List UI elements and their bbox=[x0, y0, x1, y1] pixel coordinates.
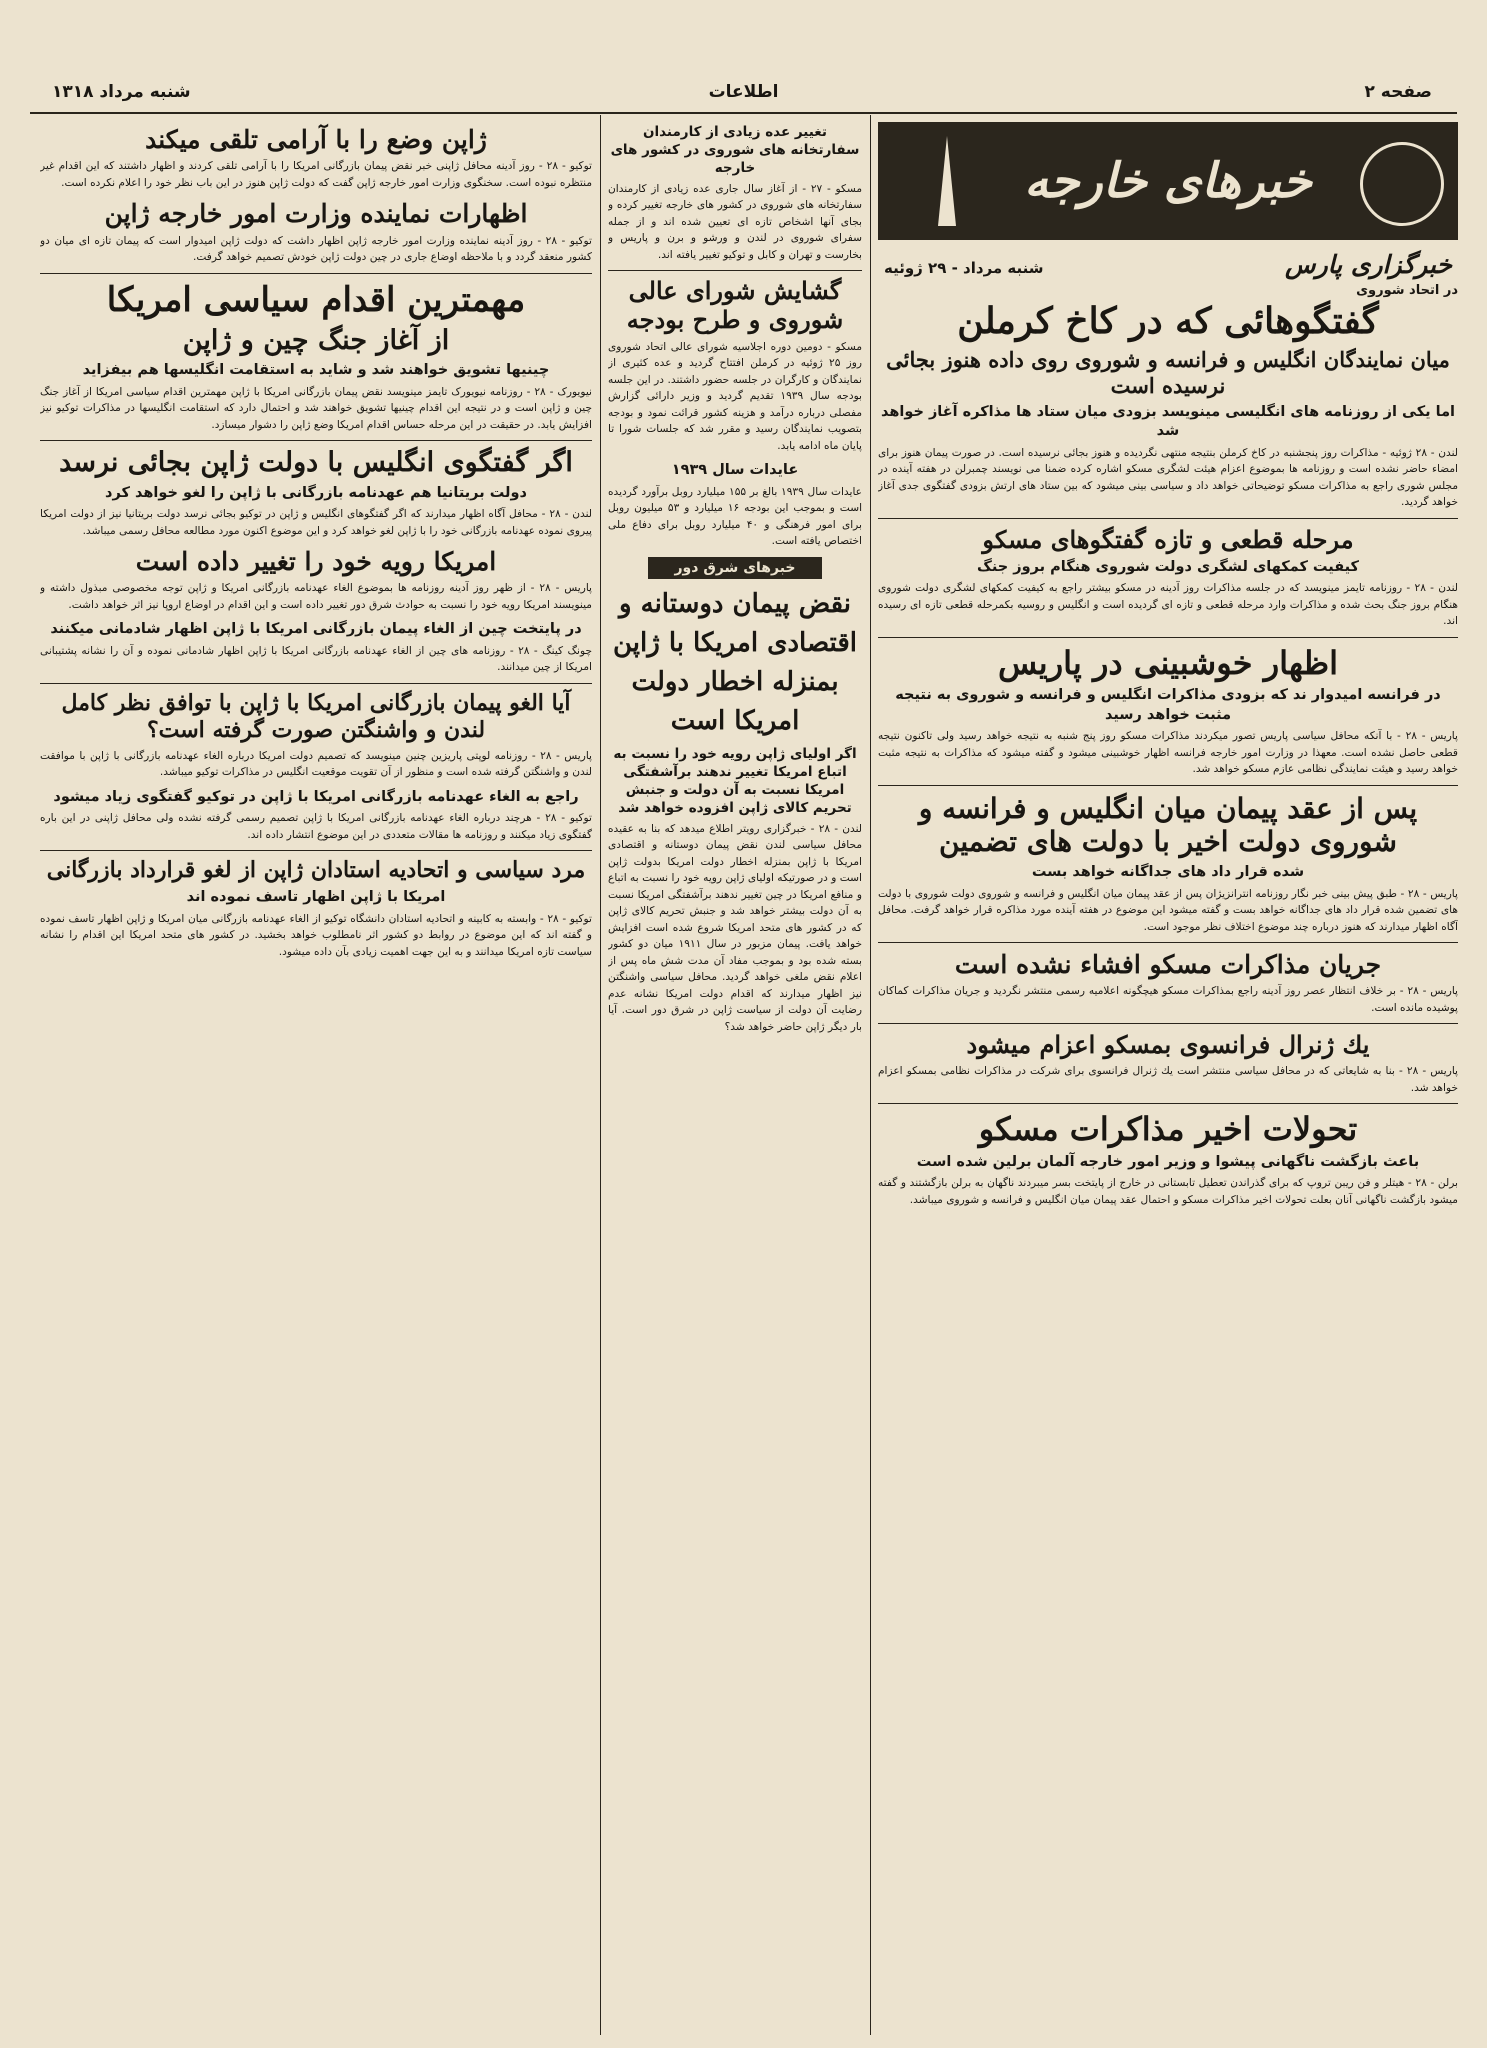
middle-column bbox=[608, 122, 862, 2027]
article-title: یك ژنرال فرانسوی بمسکو اعزام میشود bbox=[966, 1030, 1370, 1060]
article-title: مرد سیاسی و اتحادیه استادان ژاپن از لغو قرارداد بازرگانی bbox=[46, 857, 586, 884]
article-body: مسکو - دومین دوره اجلاسیه شورای عالی اتحاد شوروی روز ۲۵ ژوئیه در کرملن افتتاح گردید و عده کثیری از نمایندگان و کارگران در جلسه حضور داشتند. در این جلسه بودجه سال ۱۹۳۹ تقدیم گردید و وزیر دارائی گزارش مفصلی درباره درآمد و هزینه کشور قرائت نمود و بودجه بتصویب نمایندگان رسید و مقرر شد که جلسات شورا تا پایان ماه ادامه یابد. bbox=[608, 340, 862, 452]
article-body: عایدات سال ۱۹۳۹ بالغ بر ۱۵۵ میلیارد روبل برآورد گردیده است و بموجب این بودجه ۱۶ میلیارد و ۵۳ میلیون روبل برای امور فرهنگی و ۴۰ میلیارد روبل برای دفاع ملی اختصاص یافته است. bbox=[608, 485, 862, 548]
article-body: پاریس - ۲۸ - از ظهر روز آدینه روزنامه ها بموضوع الغاء عهدنامه بازرگانی امریکا و ژاپن توجه مخصوصی مبذول داشته و مینویسند امریکا رویه خود را نسبت به حوادث شرق دور تغییر داده است و این اقدام در اوضاع اروپا نیز اثر خواهد داشت. bbox=[40, 582, 592, 611]
article-supreme-soviet bbox=[608, 277, 862, 454]
article-separator bbox=[878, 518, 1458, 519]
foreign-news-column bbox=[878, 122, 1458, 2027]
article-separator bbox=[608, 270, 862, 271]
page-number: صفحه ۲ bbox=[1364, 82, 1432, 102]
article-title: در پایتخت چین از الغاء پیمان بازرگانی امریکا با ژاپن اظهار شادمانی میکنند bbox=[50, 621, 582, 638]
article-title: اگر گفتگوی انگلیس با دولت ژاپن بجائی نرسد bbox=[59, 447, 573, 479]
article-subtitle: از آغاز جنگ چین و ژاپن bbox=[182, 325, 450, 357]
agency-dateline: شنبه مرداد - ۲۹ ژوئیه bbox=[884, 259, 1044, 277]
article-japan-calm bbox=[40, 124, 592, 191]
article-separator bbox=[40, 273, 592, 274]
article-separator bbox=[878, 1103, 1458, 1104]
article-us-policy bbox=[40, 280, 592, 434]
article-title: تغییر عده زیادی از کارمندان سفارتخانه های شوروی در کشور های خارجه bbox=[610, 124, 860, 177]
article-separator bbox=[40, 440, 592, 441]
article-title: مهمترین اقدام سیاسی امریکا bbox=[106, 279, 526, 320]
article-body: پاریس - ۲۸ - بر خلاف انتظار عصر روز آدینه راجع بمذاکرات مسکو هیچگونه اعلامیه رسمی منتشر نگردید و جریان مذاکرات کماکان پوشیده مانده است. bbox=[878, 985, 1458, 1014]
article-deck: دولت بریتانیا هم عهدنامه بازرگانی با ژاپن را لغو خواهد کرد bbox=[105, 484, 527, 501]
article-title: نقض پیمان دوستانه و اقتصادی امریکا با ژاپن بمنزله اخطار دولت امریکا است bbox=[612, 588, 858, 736]
article-deck: شده قرار داد های جداگانه خواهد بست bbox=[1031, 864, 1305, 881]
radio-tower-icon bbox=[938, 136, 956, 226]
agency-logo: خبرگزاری پارس bbox=[1285, 250, 1452, 279]
article-separator bbox=[40, 850, 592, 851]
article-body: پاریس - ۲۸ - روزنامه لوپتی پاریزین چنین مینویسد که تصمیم دولت امریکا درباره الغاء عهدنامه بازرگانی با ژاپن با موافقت لندن و واشنگتن گرفته شده است و منظور از آن تقویت موقعیت انگلیس در مذاکرات توکیو میباشد. bbox=[40, 749, 592, 779]
article-separator bbox=[40, 683, 592, 684]
article-title: آیا الغو پیمان بازرگانی امریکا با ژاپن با توافق نظر کامل لندن و واشنگتن صورت گرفته است؟ bbox=[61, 689, 571, 744]
article-china-rejoices bbox=[40, 620, 592, 676]
article-body: توکیو - ۲۸ - وابسته به کابینه و اتحادیه استادان دانشگاه توکیو از الغاء عهدنامه بازرگانی میان امریکا و ژاپن اظهار تاسف نموده و گفته اند که این موضوع در روابط دو کشور اثر نامطلوب خواهد بخشید. در کشور های متحد امریکا این اقدام را نشانه سیاست تازه امریکا میدانند و به این جهت اهمیت زیادی بآن داده میشود. bbox=[40, 912, 592, 958]
article-body: برلن - ۲۸ - هیتلر و فن ریبن تروپ که برای گذراندن تعطیل تابستانی در خارج از پایتخت بسر میبردند ناگهان به برلن بازگشتند و گفته میشود بازگشت ناگهانی آنان بعلت تحولات اخیر مذاکرات مسکو و احتمال عقد پیمان میان انگلیس و فرانسه و شوروی میباشد. bbox=[878, 1177, 1458, 1206]
article-body: لندن - ۲۸ - روزنامه تایمز مینویسد که در جلسه مذاکرات روز آدینه در مسکو بیشتر راجع به کیفیت کمکهای لشگری دولت شوروی هنگام بروز جنگ بحث شده و مذاکرات وارد مرحله قطعی و تازه ای گردیده است و انگلیس و روسیه بکمرحله قطعی تازه ای رسیده اند. bbox=[878, 582, 1458, 628]
banner-title: خبرهای خارجه bbox=[1024, 153, 1312, 209]
article-body: لندن - ۲۸ - محافل آگاه اظهار میدارند که اگر گفتگوهای انگلیس و ژاپن در توکیو بجائی نرسد دولت بریتانیا نیز از دولت امریکا پیروی نموده عهدنامه بازرگانی خود را با ژاپن لغو خواهد کرد و این موضوع اکنون مورد مطالعه محافل رسمی میباشد. bbox=[40, 508, 592, 537]
article-title: جریان مذاکرات مسکو افشاء نشده است bbox=[954, 950, 1382, 980]
article-body: پاریس - ۲۸ - بنا به شایعاتی که در محافل سیاسی منتشر است یك ژنرال فرانسوی برای شرکت در مذاکرات نظامی بمسکو اعزام خواهد شد. bbox=[878, 1065, 1458, 1094]
article-title: گفتگوهائی که در کاخ کرملن bbox=[957, 300, 1379, 342]
article-deck: اگر اولیای ژاپن رویه خود را نسبت به اتباع امریکا تغییر ندهند برآشفتگی امریکا نسبت به آن دولت و جنبش تحریم کالای ژاپن افزوده خواهد شد bbox=[613, 745, 857, 817]
article-title: گشایش شورای عالی شوروی و طرح بودجه bbox=[626, 276, 844, 334]
article-britain-japan bbox=[40, 447, 592, 539]
article-french-general bbox=[878, 1030, 1458, 1096]
masthead-rule bbox=[30, 112, 1457, 114]
globe-icon bbox=[1360, 142, 1444, 226]
article-deck: در فرانسه امیدوار ند که بزودی مذاکرات انگلیس و فرانسه و شوروی به نتیجه مثبت خواهد رسید bbox=[895, 687, 1441, 723]
article-separator bbox=[878, 1023, 1458, 1024]
article-body: توکیو - ۲۸ - روز آدینه محافل ژاپنی خبر نقض پیمان بازرگانی امریکا را با آرامی تلقی کردند و اظهار داشتند که این اقدام غیر منتظره نبوده است. سخنگوی وزارت امور خارجه ژاپن گفت که دولت ژاپن هنوز در این باب نظر خود را اعلام نکرده است. bbox=[40, 160, 592, 189]
issue-date: شنبه مرداد ۱۳۱۸ bbox=[52, 82, 191, 102]
article-deck: کیفیت کمکهای لشگری دولت شوروی هنگام بروز جنگ bbox=[977, 558, 1359, 575]
article-body: پاریس - ۲۸ - طبق پیش بینی خبر نگار روزنامه انترانزیژان پس از عقد پیمان میان انگلیس و فرانسه و شوروی دولت شوروی با دولت های تضمین شده قرار داد های جداگانه خواهد بست و گفته میشود این موضوع در هفته آینده مورد مذاکره قرار خواهد گرفت. محافل آگاه اظهار میدارند که هنوز درباره چند موضوع اختلاف نظر موجود است. bbox=[878, 887, 1458, 933]
article-title: امریکا رویه خود را تغییر داده است bbox=[135, 547, 497, 577]
article-japan-foreign-ministry bbox=[40, 198, 592, 265]
article-revenues-1939 bbox=[608, 461, 862, 550]
article-kremlin bbox=[878, 283, 1458, 511]
column-divider-left bbox=[600, 115, 601, 2035]
article-moscow-phase bbox=[878, 525, 1458, 630]
article-title: راجع به الغاء عهدنامه بازرگانی امریکا با ژاپن در توکیو گفتگوی زیاد میشود bbox=[53, 788, 579, 805]
article-paris-optimism bbox=[878, 644, 1458, 778]
article-body: توکیو - ۲۸ - روز آدینه نماینده وزارت امور خارجه ژاپن اظهار داشت که دولت ژاپن امیدوار است که پیمان تازه ای میان دو کشور منعقد گردد و با ملاحظه اوضاع جاری در چین دولت ژاپن خودش تصمیم خواهد گرفت. bbox=[40, 234, 592, 263]
article-deck: اما یکی از روزنامه های انگلیسی مینویسد بزودی میان ستاد ها مذاکره آغاز خواهد شد bbox=[880, 403, 1456, 440]
article-body: توکیو - ۲۸ - هرچند درباره الغاء عهدنامه بازرگانی امریکا با ژاپن تصمیم رسمی گرفته نشده ولی محافل ژاپنی در این باره گفتگوی زیاد میکنند و روزنامه ها مقالات متعددی در این موضوع انتشار داده اند. bbox=[40, 812, 592, 841]
article-title: پس از عقد پیمان میان انگلیس و فرانسه و شوروی دولت اخیر با دولت های تضمین bbox=[918, 791, 1418, 859]
article-body: لندن - ۲۸ ژوئیه - مذاکرات روز پنجشنبه در کاخ کرملن بنتیجه منتهی نگردیده و هنوز بجائی نرسیده است. در صورت پیمان هنوز برای امضاء حاضر نشده است و روزنامه ها بموضوع اعزام هیئت لشگری مسکو اشاره کرده ضمنا می نویسند چمبرلن در هفته آینده در مجلس شوری راجع به مذاکرات مسکو توضیحاتی خواهد داد و سیاسی بینی میشود که بین ستاد های ارتش بزودی گفتگوی جدی آغاز خواهد گردید. bbox=[878, 446, 1458, 509]
article-london-washington bbox=[40, 690, 592, 781]
article-us-changed-course bbox=[40, 546, 592, 613]
article-title: تحولات اخیر مذاکرات مسکو bbox=[978, 1110, 1358, 1149]
article-tokyo-discussion bbox=[40, 788, 592, 844]
article-separator bbox=[878, 942, 1458, 943]
article-body: مسکو - ۲۷ - از آغاز سال جاری عده زیادی از کارمندان سفارتخانه های شوروی در کشور های خارجه تغییر کرده و بجای آنها اشخاص تازه ای تعیین شده اند و از جمله سفرای شوروی در لندن و ورشو و برن و پاریس و بخارست و تهران و کابل و توکیو تغییر یافته اند. bbox=[608, 182, 862, 261]
column-divider-right bbox=[870, 115, 871, 2035]
article-title: عایدات سال ۱۹۳۹ bbox=[671, 462, 799, 479]
article-pact-guarantees bbox=[878, 792, 1458, 935]
article-deck: باعث بازگشت ناگهانی پیشوا و وزیر امور خارجه آلمان برلین شده است bbox=[916, 1153, 1420, 1170]
article-treaty-abrogation bbox=[608, 585, 862, 1035]
article-recent-developments bbox=[878, 1110, 1458, 1208]
article-body: چونگ کینگ - ۲۸ - روزنامه های چین از الغاء عهدنامه بازرگانی امریکا با ژاپن اظهار شادمانی نموده و آن را نشانه پشتیبانی امریکا از چین میدانند. bbox=[40, 644, 592, 674]
left-column bbox=[40, 122, 592, 2027]
article-title: ژاپن وضع را با آرامی تلقی میکند bbox=[145, 125, 487, 154]
article-kicker: در اتحاد شوروی bbox=[1356, 283, 1458, 298]
foreign-news-banner bbox=[878, 122, 1458, 240]
article-professors-regret bbox=[40, 857, 592, 960]
article-deck: امریکا با ژاپن اظهار تاسف نموده اند bbox=[186, 888, 446, 905]
article-separator bbox=[878, 637, 1458, 638]
article-title: اظهار خوشبینی در پاریس bbox=[997, 643, 1338, 682]
far-east-banner: خبرهای شرق دور bbox=[648, 557, 822, 579]
article-deck: چینیها تشویق خواهند شد و شاید به استقامت انگلیسها هم بیفزاید bbox=[82, 362, 550, 379]
article-title: اظهارات نماینده وزارت امور خارجه ژاپن bbox=[104, 199, 528, 229]
article-body: نیویورک - ۲۸ - روزنامه نیویورک تایمز مینویسد نقض پیمان بازرگانی امریکا با ژاپن مهمترین اقدام سیاسی امریکا از آغاز جنگ چین و ژاپن است و در نتیجه این اقدام چینیها تشویق خواهند شد و احتمال دارد که استقامت انگلیسها در مذاکرات توکیو نیز افزایش یابد. در حقیقت در این مرحله حساس اقدام امریکا وضع ژاپن را دشوار میسازد. bbox=[40, 385, 592, 431]
newspaper-name: اطلاعات bbox=[708, 82, 779, 102]
article-talks-undisclosed bbox=[878, 949, 1458, 1016]
article-embassy-staff bbox=[608, 123, 862, 263]
article-separator bbox=[878, 785, 1458, 786]
article-subtitle: میان نمایندگان انگلیس و فرانسه و شوروی روی داده هنوز بجائی نرسیده است bbox=[886, 347, 1450, 399]
article-title: مرحله قطعی و تازه گفتگوهای مسکو bbox=[982, 524, 1354, 554]
article-body: پاریس - ۲۸ - با آنکه محافل سیاسی پاریس تصور میکردند مذاکرات مسکو روز پنج شنبه به نتیجه خواهد رسید ولی تاکنون نتیجه قطعی حاصل نشده است. معهذا در وزارت امور خارجه فرانسه اظهار خوشبینی میشود و گفته میشود که مذاکرات به نتیجه مثبت خواهد رسید و هیئت نمایندگی نظامی عازم مسکو خواهد شد. bbox=[878, 730, 1458, 776]
article-body: لندن - ۲۸ - خبرگزاری رویتر اطلاع میدهد که بنا به عقیده محافل سیاسی لندن نقض پیمان دوستانه و اقتصادی امریکا با ژاپن بمنزله اخطار دولت امریکا بدولت ژاپن است و در صورتیکه اولیای ژاپن رویه خود را نسبت به اتباع و منافع امریکا در چین تغییر ندهند برآشفتگی امریکا نسبت به آن دولت بیشتر خواهد شد و جنبش تحریم کالای ژاپن که در کشور های متحد امریکا شروع شده است افزایش خواهد یافت. پیمان مزبور در سال ۱۹۱۱ میان دو کشور بسته شده بود و بموجب مفاد آن مدت شش ماه پس از اعلام نقض ملغی خواهد گردید. محافل سیاسی واشنگتن نیز اظهار میدارند که اقدام دولت امریکا نشانه عدم رضایت آن دولت از سیاست ژاپن در شرق دور است. آیا بار دیگر ژاپن حاضر خواهد شد؟ bbox=[608, 822, 862, 1033]
